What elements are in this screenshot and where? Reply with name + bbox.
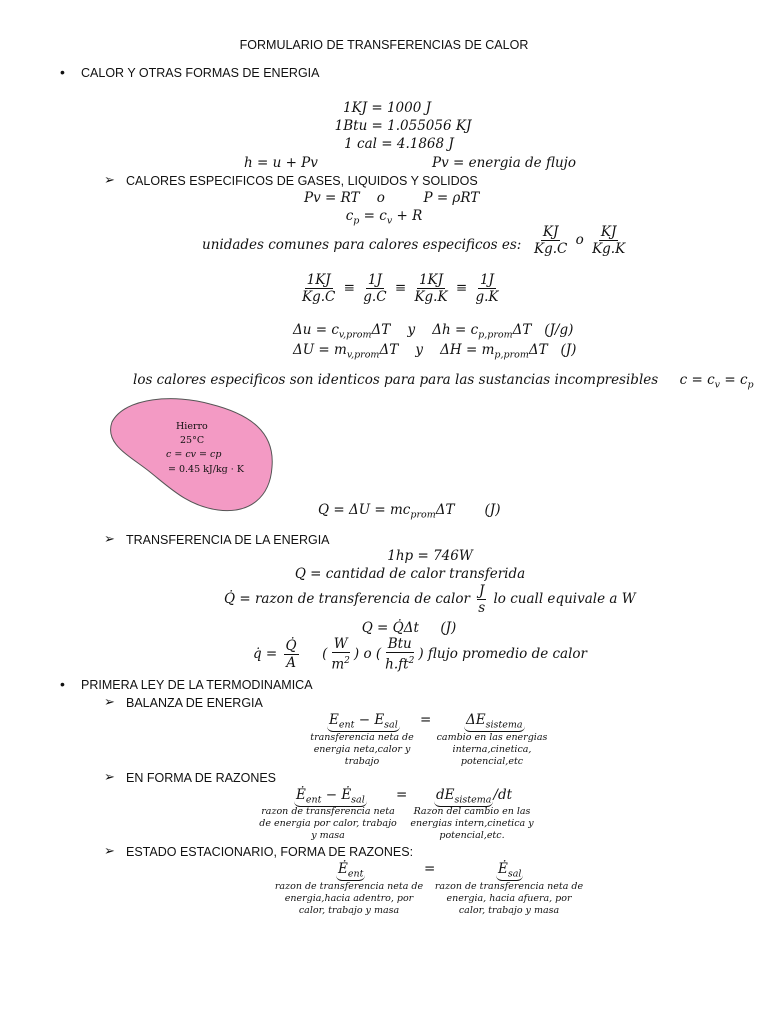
text-unidades: unidades comunes para calores especificos es: <box>202 237 522 253</box>
iron-blob-figure <box>100 392 280 517</box>
section-heading-calor: CALOR Y OTRAS FORMAS DE ENERGIA <box>81 66 320 80</box>
equation-cp: $c_p = c_v + R$ <box>345 208 423 227</box>
equals-sign: = <box>396 787 408 803</box>
equation-delta-U: $\Delta U = m_{v,prom}\Delta T$ y $\Delta H = m_{p,prom}\Delta T$ (J) <box>293 342 577 361</box>
note-steady-left: razon de transferencia neta de energia,hacia adentro, por calor, trabajo y masa <box>274 881 424 916</box>
equals-sign: = <box>420 712 432 728</box>
equation-steady-right: $Ė_{sal}$ <box>498 861 522 880</box>
arrow-bullet: ➢ <box>104 172 115 187</box>
text-incompresibles: los calores especificos son identicos para para las sustancias incompresibles $c = c_v = c_p$ <box>133 372 754 391</box>
note-rate-right: Razon del cambio en las energias intern,cinetica y potencial,etc. <box>410 806 534 841</box>
equation-cantidad-calor: Q = cantidad de calor transferida <box>294 566 526 582</box>
blob-text-value: = 0.45 kJ/kg · K <box>168 464 244 475</box>
fraction-units: $\frac{KJ}{Kg.C}$ o $\frac{KJ}{Kg.K}$ <box>534 224 626 257</box>
equation-energia-flujo: Pv = energia de flujo <box>432 155 576 171</box>
equation-btu: 1Btu = 1.055056 KJ <box>334 118 472 134</box>
equation-delta-u: $\Delta u = c_{v,prom}\Delta T$ y $\Delta h = c_{p,prom}\Delta T$ (J/g) <box>293 322 574 341</box>
subsection-heading-calores: CALORES ESPECIFICOS DE GASES, LIQUIDOS Y SOLIDOS <box>126 174 478 188</box>
arrow-bullet: ➢ <box>104 769 115 784</box>
subsection-heading-razones: EN FORMA DE RAZONES <box>126 771 277 785</box>
equals-sign: = <box>424 861 436 877</box>
note-rate-left: razon de transferencia neta de energia por calor, trabajo y masa <box>259 806 397 841</box>
note-balance-left: transferencia neta de energia neta,calor y trabajo <box>310 732 414 767</box>
equation-cal: 1 cal = 4.1868 J <box>344 136 454 152</box>
equation-hp: 1hp = 746W <box>387 548 473 564</box>
equation-balance-left: $E_{ent} - E_{sal}$ <box>329 712 398 731</box>
equation-rate-left: $Ė_{ent}$ − $Ė_{sal}$ <box>296 787 365 806</box>
equation-ideal-gas: Pv = RT o P = ρRT <box>304 190 480 206</box>
equation-razon-transferencia: Q̇ = razon de transferencia de calor $\frac{J}{s}$ lo cuall equivale a W <box>224 583 636 616</box>
equation-unit-equivalence: $\frac{1KJ}{Kg.C}$ ≡ $\frac{1J}{g.C}$ ≡ $\frac{1KJ}{Kg.K}$ ≡ $\frac{1J}{g.K}$ <box>302 272 499 305</box>
blob-text-temperature: 25°C <box>180 435 205 446</box>
subsection-heading-balanza: BALANZA DE ENERGIA <box>126 696 263 710</box>
bullet: • <box>60 64 65 80</box>
note-steady-right: razon de transferencia neta de energia, hacia afuera, por calor, trabajo y masa <box>434 881 584 916</box>
equation-Q-rate: Q = Q̇Δt (J) <box>361 620 457 636</box>
equation-enthalpy: h = u + Pv <box>244 155 318 171</box>
equation-heat-flux: q̇ = $\frac{Q̇}{A}$ ( $\frac{W}{m^2}$ ) o ( $\frac{\text{Btu}}{h.ft^2}$ ) flujo promedio de calor <box>253 636 588 673</box>
section-heading-primera-ley: PRIMERA LEY DE LA TERMODINAMICA <box>81 678 313 692</box>
arrow-bullet: ➢ <box>104 694 115 709</box>
equation-kj: 1KJ = 1000 J <box>342 100 432 116</box>
equation-Q: $Q = \Delta U = mc_{prom}\Delta T$ (J) <box>318 502 501 521</box>
blob-text-c-equality: c = cv = cp <box>166 449 222 460</box>
equation-steady-left: $Ė_{ent}$ <box>338 861 364 880</box>
subsection-heading-transferencia: TRANSFERENCIA DE LA ENERGIA <box>126 533 330 547</box>
bullet: • <box>60 676 65 692</box>
page-title: FORMULARIO DE TRANSFERENCIAS DE CALOR <box>239 38 529 52</box>
blob-text-material: Hierro <box>176 421 208 432</box>
subsection-heading-estacionario: ESTADO ESTACIONARIO, FORMA DE RAZONES: <box>126 845 414 859</box>
equation-balance-right: $\Delta E_{sistema}$ <box>466 712 523 731</box>
arrow-bullet: ➢ <box>104 531 115 546</box>
arrow-bullet: ➢ <box>104 843 115 858</box>
equation-rate-right: $dE_{sistema}$ /dt <box>436 787 513 806</box>
note-balance-right: cambio en las energias interna,cinetica, potencial,etc <box>436 732 548 767</box>
